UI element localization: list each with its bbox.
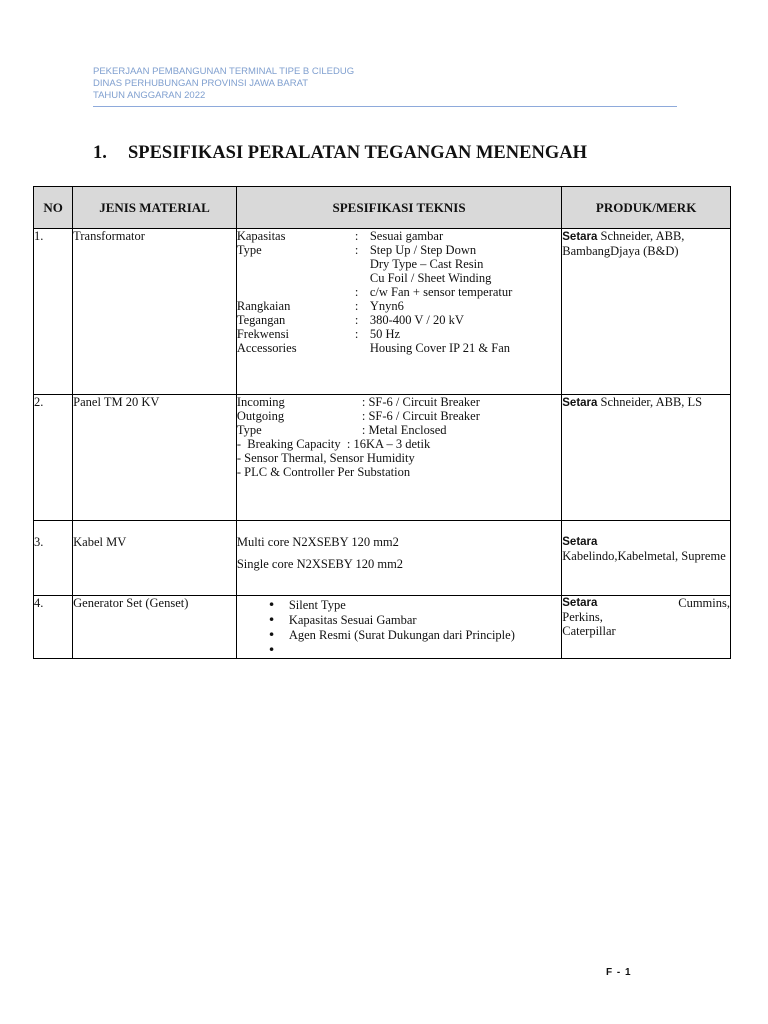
table-row xyxy=(34,596,731,659)
header-spec: SPESIFIKASI TEKNIS xyxy=(236,187,561,229)
spec-cell xyxy=(236,395,561,521)
spec-label: Outgoing xyxy=(236,409,285,423)
section-number: 1. xyxy=(93,143,107,163)
spec-value: 380-400 V / 20 kV xyxy=(369,313,464,327)
brand-cell xyxy=(562,229,731,395)
spec-cell xyxy=(236,521,561,596)
spec-label xyxy=(237,285,355,299)
setara-label: Setara xyxy=(562,231,598,243)
row-number: 4. xyxy=(34,596,73,659)
spec-sep xyxy=(355,341,370,355)
header-no: NO xyxy=(34,187,73,229)
page-number: F - 1 xyxy=(606,967,632,978)
brand-name: Perkins, xyxy=(562,610,603,624)
setara-label: Setara xyxy=(562,597,598,609)
row-number: 2. xyxy=(34,395,73,521)
brand-cell xyxy=(562,596,731,659)
table-header-row xyxy=(34,187,731,229)
brand-name: Cummins, xyxy=(678,596,730,610)
spec-value: c/w Fan + sensor temperatur xyxy=(369,285,513,299)
spec-sep: : xyxy=(354,299,359,313)
header-project: PEKERJAAN PEMBANGUNAN TERMINAL TIPE B CILEDUG xyxy=(93,66,355,77)
specification-table xyxy=(33,186,731,659)
material-name: Generator Set (Genset) xyxy=(73,596,237,659)
spec-value: Sesuai gambar xyxy=(369,229,444,243)
spec-cell xyxy=(236,229,561,395)
spec-value: : SF-6 / Circuit Breaker xyxy=(361,409,480,423)
spec-value: Dry Type – Cast Resin xyxy=(369,257,484,271)
table-row xyxy=(34,395,731,521)
list-item: • Kapasitas Sesuai Gambar xyxy=(289,613,561,628)
header-agency: DINAS PERHUBUNGAN PROVINSI JAWA BARAT xyxy=(93,78,309,89)
material-name: Transformator xyxy=(73,229,237,395)
header-year: TAHUN ANGGARAN 2022 xyxy=(93,90,206,101)
spec-value: Step Up / Step Down xyxy=(369,243,477,257)
brand-list: Schneider, ABB, LS xyxy=(597,395,703,409)
spec-sep: : xyxy=(354,327,359,341)
spec-bullet-list xyxy=(237,598,561,658)
spec-value: Ynyn6 xyxy=(369,299,404,313)
spec-sep: : xyxy=(354,229,359,243)
spec-extra-line: - PLC & Controller Per Substation xyxy=(236,465,411,479)
spec-value: 50 Hz xyxy=(369,327,401,341)
spec-label: Type xyxy=(236,423,262,437)
table-row xyxy=(34,521,731,596)
brand-cell xyxy=(562,395,731,521)
spec-sep xyxy=(355,271,370,285)
setara-label: Setara xyxy=(562,536,598,548)
list-item: • Agen Resmi (Surat Dukungan dari Principle) xyxy=(289,628,561,643)
header-material: JENIS MATERIAL xyxy=(73,187,237,229)
spec-extra-line: - Sensor Thermal, Sensor Humidity xyxy=(236,451,415,465)
brand-list: Schneider, ABB, BambangDjaya (B&D) xyxy=(562,229,685,258)
setara-label: Setara xyxy=(562,397,598,409)
spec-label: Incoming xyxy=(236,395,285,409)
spec-list xyxy=(237,395,561,437)
spec-label: Frekwensi xyxy=(236,327,289,341)
spec-label: Tegangan xyxy=(236,313,286,327)
list-item xyxy=(289,643,561,658)
list-item: • Silent Type xyxy=(289,598,561,613)
section-title xyxy=(93,143,587,164)
brand-cell xyxy=(562,521,731,596)
section-title-text: SPESIFIKASI PERALATAN TEGANGAN MENENGAH xyxy=(128,143,587,163)
spec-extra-line: - Breaking Capacity : 16KA – 3 detik xyxy=(236,437,431,451)
spec-cell xyxy=(236,596,561,659)
row-number: 3. xyxy=(34,521,73,596)
document-header xyxy=(93,66,677,107)
spec-label: Type xyxy=(236,243,262,257)
brand-list: Kabelindo,Kabelmetal, Supreme xyxy=(562,549,726,563)
spec-label: Rangkaian xyxy=(236,299,291,313)
spec-value: : SF-6 / Circuit Breaker xyxy=(361,395,480,409)
brand-first-line xyxy=(562,596,730,610)
table-row xyxy=(34,229,731,395)
brand-name: Caterpillar xyxy=(562,624,616,638)
spec-sep: : xyxy=(354,243,359,257)
spec-label xyxy=(237,271,355,285)
material-name: Panel TM 20 KV xyxy=(73,395,237,521)
spec-sep: : xyxy=(354,313,359,327)
spec-line: Multi core N2XSEBY 120 mm2 xyxy=(236,535,399,549)
row-number: 1. xyxy=(34,229,73,395)
spec-value: : Metal Enclosed xyxy=(361,423,447,437)
spec-value: Housing Cover IP 21 & Fan xyxy=(369,341,511,355)
spec-sep: : xyxy=(354,285,359,299)
header-brand: PRODUK/MERK xyxy=(562,187,731,229)
material-name: Kabel MV xyxy=(73,521,237,596)
spec-list xyxy=(237,229,561,355)
spec-label: Accessories xyxy=(236,341,297,355)
spec-label xyxy=(237,257,355,271)
spec-sep xyxy=(355,257,370,271)
spec-label: Kapasitas xyxy=(236,229,286,243)
spec-line: Single core N2XSEBY 120 mm2 xyxy=(236,557,404,571)
spec-value: Cu Foil / Sheet Winding xyxy=(369,271,492,285)
